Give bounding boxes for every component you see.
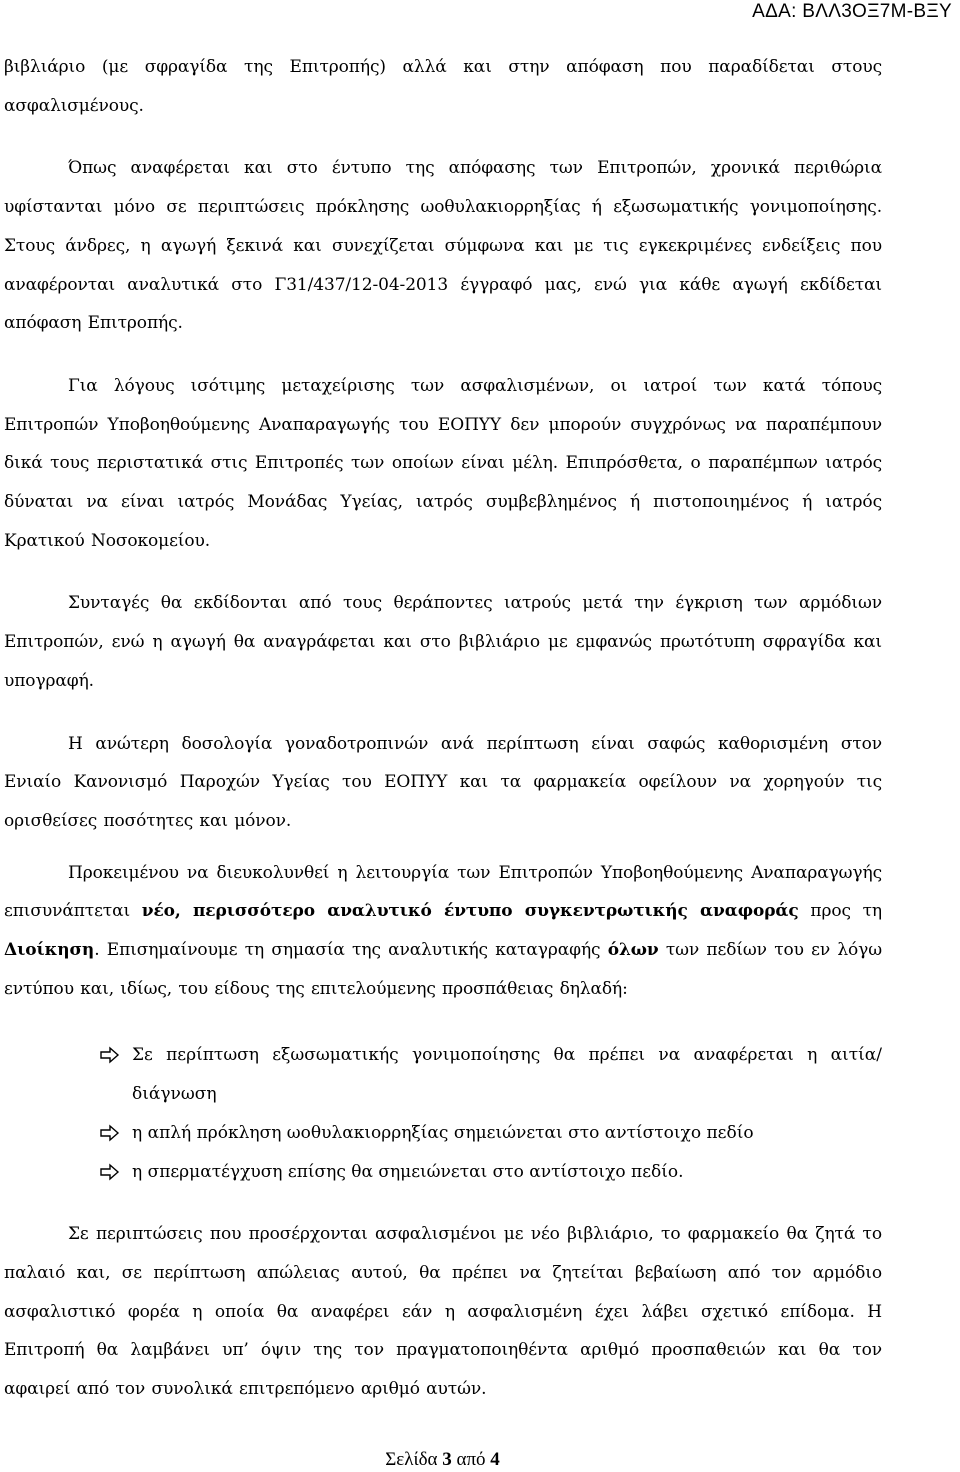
hollow-right-arrow-icon xyxy=(100,1163,120,1181)
bullet-text: Σε περίπτωση εξωσωματικής γονιμοποίησης θα πρέπει να αναφέρεται η αιτία/διάγνωση xyxy=(132,1045,882,1105)
current-page: 3 xyxy=(442,1449,452,1470)
list-item xyxy=(132,1114,882,1153)
page-number-middle: από xyxy=(451,1449,491,1470)
page-number xyxy=(0,1448,885,1472)
total-pages: 4 xyxy=(490,1449,500,1470)
list-item xyxy=(132,1036,882,1113)
hollow-right-arrow-icon xyxy=(100,1124,120,1142)
paragraph-text: . Επισημαίνουμε τη σημασία της αναλυτικής καταγραφής xyxy=(94,940,608,961)
list-item xyxy=(132,1153,882,1192)
bullet-text: η απλή πρόκληση ωοθυλακιορρηξίας σημειώνεται στο αντίστοιχο πεδίο xyxy=(132,1122,754,1143)
document-body xyxy=(4,48,882,1409)
bullet-text: η σπερματέγχυση επίσης θα σημειώνεται στο αντίστοιχο πεδίο. xyxy=(132,1161,684,1182)
paragraph-prescriptions: Συνταγές θα εκδίδονται από τους θεράποντες ιατρούς μετά την έγκριση των αρμόδιων Επιτροπών, ενώ η αγωγή θα αναγράφεται και στο βιβλιάριο με εμφανώς πρωτότυπη σφραγίδα και υπογραφή. xyxy=(4,593,882,691)
paragraph-equal-treatment: Για λόγους ισότιμης μεταχείρισης των ασφαλισμένων, οι ιατροί των κατά τόπους Επιτροπών Υποβοηθούμενης Αναπαραγωγής του ΕΟΠΥΥ δεν μπορούν συγχρόνως να παραπέμπουν δικά τους περιστατικά στις Επιτροπές των οποίων είναι μέλη. Επιπρόσθετα, ο παραπέμπων ιατρός δύναται να είναι ιατρός Μονάδας Υγείας, ιατρός συμβεβλημένος ή πιστοποιημένος ή ιατρός Κρατικού Νοσοκομείου. xyxy=(4,375,882,551)
bold-text: Διοίκηση xyxy=(4,940,95,961)
bullet-list xyxy=(4,1036,882,1191)
paragraph-continuation: βιβλιάριο (με σφραγίδα της Επιτροπής) αλλά και στην απόφαση που παραδίδεται στους ασφαλισμένους. xyxy=(4,57,882,116)
paragraph-new-form xyxy=(4,854,882,1009)
ada-code: ΑΔΑ: ΒΛΛ3ΟΞ7Μ-ΒΞΥ xyxy=(752,1,952,22)
paragraph-new-booklet: Σε περιπτώσεις που προσέρχονται ασφαλισμένοι με νέο βιβλιάριο, το φαρμακείο θα ζητά το παλαιό και, σε περίπτωση απώλειας αυτού, θα πρέπει να ζητείται βεβαίωση από τον αρμόδιο ασφαλιστικό φορέα η οποία θα αναφέρει εάν η ασφαλισμένη έχει λάβει σχετικό επίδομα. Η Επιτροπή θα λαμβάνει υπ’ όψιν της τον πραγματοποιηθέντα αριθμό προσπαθειών και θα τον αφαιρεί από τον συνολικά επιτρεπόμενο αριθμό αυτών. xyxy=(4,1224,882,1400)
hollow-right-arrow-icon xyxy=(100,1046,120,1064)
page-number-prefix: Σελίδα xyxy=(385,1449,443,1470)
bold-text: όλων xyxy=(607,940,659,961)
paragraph-text: προς τη xyxy=(798,901,882,922)
paragraph-text: των πεδίων του εν λόγω εντύπου και, ιδίως, του είδους της επιτελούμενης προσπάθειας δηλαδή: xyxy=(4,940,882,999)
paragraph-text: Προκειμένου να διευκολυνθεί η λειτουργία των Επιτροπών Υποβοηθούμενης Αναπαραγωγής επισυνάπτεται xyxy=(4,862,882,922)
paragraph-time-margins: Όπως αναφέρεται και στο έντυπο της απόφασης των Επιτροπών, χρονικά περιθώρια υφίστανται μόνο σε περιπτώσεις πρόκλησης ωοθυλακιορρηξίας ή εξωσωματικής γονιμοποίησης. Στους άνδρες, η αγωγή ξεκινά και συνεχίζεται σύμφωνα και με τις εγκεκριμένες ενδείξεις που αναφέρονται αναλυτικά στο Γ31/437/12-04-2013 έγγραφό μας, ενώ για κάθε αγωγή εκδίδεται απόφαση Επιτροπής. xyxy=(4,158,882,334)
paragraph-dosage: Η ανώτερη δοσολογία γοναδοτροπινών ανά περίπτωση είναι σαφώς καθορισμένη στον Ενιαίο Κανονισμό Παροχών Υγείας του ΕΟΠΥΥ και τα φαρμακεία οφείλουν να χορηγούν τις ορισθείσες ποσότητες και μόνον. xyxy=(4,733,882,831)
bold-text: νέο, περισσότερο αναλυτικό έντυπο συγκεντρωτικής αναφοράς xyxy=(141,901,799,922)
